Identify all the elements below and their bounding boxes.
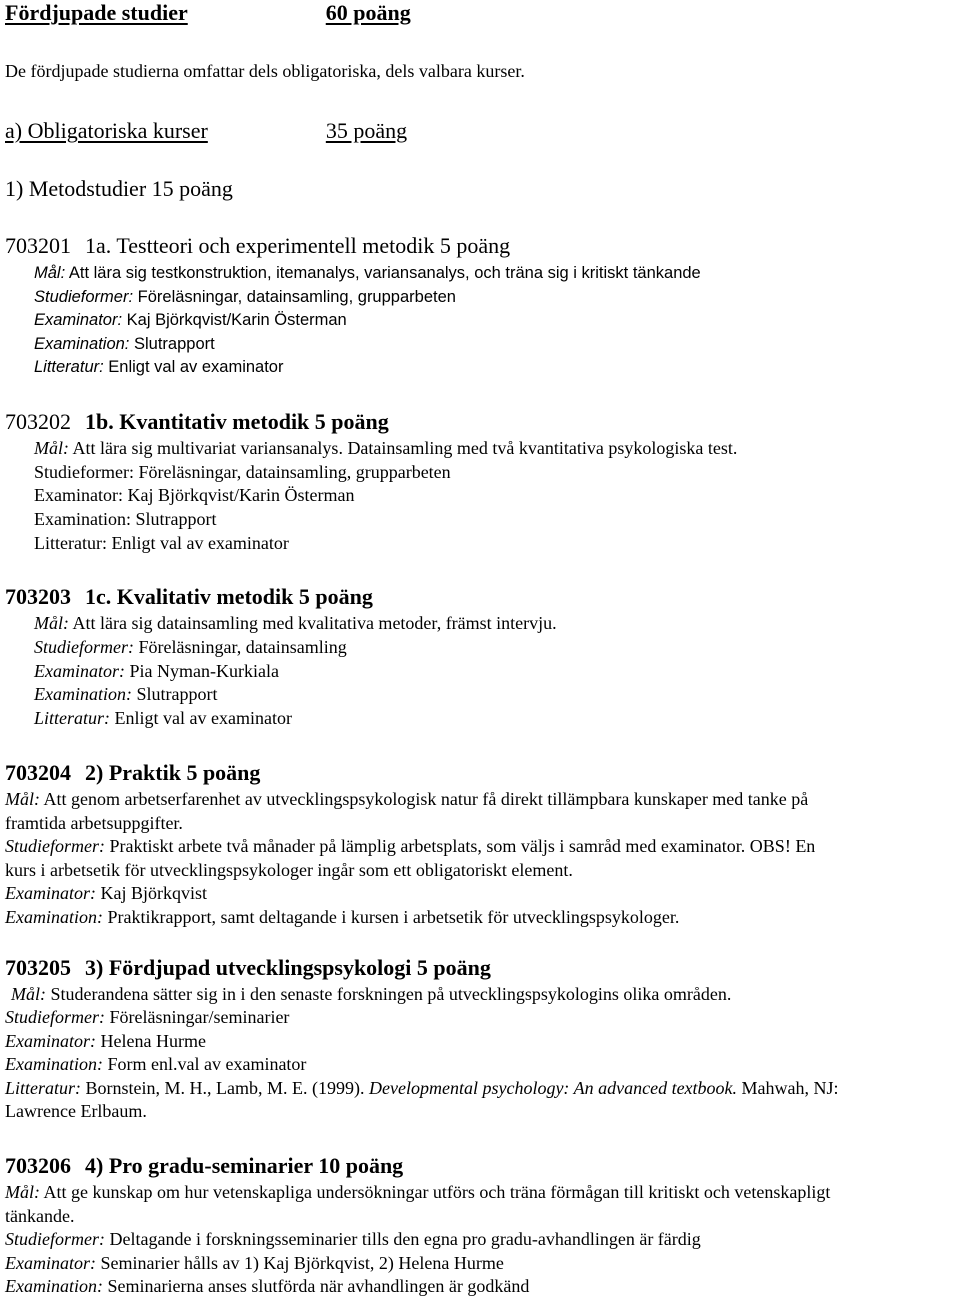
- course-goal: Mål: Att lära sig multivariat variansanalys. Datainsamling med två kvantitativa psykologiska test.: [34, 438, 738, 458]
- course-study-forms: Studieformer: Föreläsningar, datainsamling, grupparbeten: [34, 288, 456, 306]
- course-heading: [5, 1153, 403, 1179]
- course-title: 4) Pro gradu-seminarier 10 poäng: [85, 1153, 404, 1178]
- intro-text: De fördjupade studierna omfattar dels obligatoriska, dels valbara kurser.: [5, 61, 525, 81]
- method-studies-heading: 1) Metodstudier 15 poäng: [5, 176, 233, 201]
- course-examination: Examination: Praktikrapport, samt deltagande i kursen i arbetsetik för utvecklingspsykologer.: [5, 907, 680, 927]
- course-examiner: Examinator: Helena Hurme: [5, 1031, 206, 1051]
- course-title: 2) Praktik 5 poäng: [85, 760, 261, 785]
- heading-title: Fördjupade studier 60 poäng: [5, 0, 411, 25]
- course-examination: Examination: Slutrapport: [34, 335, 215, 353]
- course-examiner: Examinator: Kaj Björkqvist/Karin Österman: [34, 485, 355, 505]
- obligatory-heading: a) Obligatoriska kurser 35 poäng: [5, 118, 408, 143]
- course-examination: Examination: Slutrapport: [34, 509, 217, 529]
- course-examiner: Examinator: Seminarier hålls av 1) Kaj Björkqvist, 2) Helena Hurme: [5, 1253, 504, 1273]
- course-examination: Examination: Form enl.val av examinator: [5, 1054, 307, 1074]
- course-goal-cont: tänkande.: [5, 1206, 75, 1226]
- course-goal-cont: framtida arbetsuppgifter.: [5, 813, 183, 833]
- course-study-forms: Studieformer: Föreläsningar, datainsamling: [34, 637, 347, 657]
- course-study-forms: Studieformer: Praktiskt arbete två månader på lämplig arbetsplats, som väljs i samråd med examinator. OBS! En: [5, 836, 816, 856]
- course-examiner: Examinator: Kaj Björkqvist: [5, 883, 207, 903]
- course-goal: Mål: Studerandena sätter sig in i den senaste forskningen på utvecklingspsykologins olika områden.: [11, 984, 732, 1004]
- course-code: 703202: [5, 409, 71, 434]
- course-code: 703204: [5, 760, 71, 785]
- course-heading: [5, 409, 389, 435]
- section-heading: [5, 0, 411, 26]
- course-study-forms: Studieformer: Föreläsningar/seminarier: [5, 1007, 290, 1027]
- course-code: 703206: [5, 1153, 71, 1178]
- course-title: 3) Fördjupad utvecklingspsykologi 5 poäng: [85, 955, 491, 980]
- course-heading: [5, 760, 260, 786]
- course-goal: Mål: Att genom arbetserfarenhet av utvecklingspsykologisk natur få direkt tillämpbara kunskaper med tanke på: [5, 789, 809, 809]
- course-goal: Mål: Att ge kunskap om hur vetenskapliga undersökningar utförs och träna förmågan till kritiskt och vetenskapligt: [5, 1182, 831, 1202]
- course-literature-cont: Lawrence Erlbaum.: [5, 1101, 147, 1121]
- course-study-forms: Studieformer: Föreläsningar, datainsamling, grupparbeten: [34, 462, 451, 482]
- literature-book-title: Developmental psychology: An advanced textbook.: [369, 1078, 738, 1098]
- course-title: 1b. Kvantitativ metodik 5 poäng: [85, 409, 389, 434]
- course-heading: [5, 584, 373, 610]
- course-literature: Litteratur: Enligt val av examinator: [34, 533, 289, 553]
- course-heading: [5, 955, 491, 981]
- course-code: 703201: [5, 233, 71, 258]
- course-code: 703205: [5, 955, 71, 980]
- course-examiner: Examinator: Pia Nyman-Kurkiala: [34, 661, 279, 681]
- course-literature: Litteratur: Enligt val av examinator: [34, 358, 284, 376]
- course-examination: Examination: Slutrapport: [34, 684, 218, 704]
- course-literature: Litteratur: Bornstein, M. H., Lamb, M. E. (1999). Developmental psychology: An advanced textbook. Mahwah, NJ:: [5, 1078, 839, 1098]
- course-study-forms: Studieformer: Deltagande i forskningsseminarier tills den egna pro gradu-avhandlingen är färdig: [5, 1229, 701, 1249]
- course-heading: [5, 233, 510, 259]
- course-title: 1c. Kvalitativ metodik 5 poäng: [85, 584, 373, 609]
- course-title: 1a. Testteori och experimentell metodik 5 poäng: [85, 233, 511, 258]
- course-goal: Mål: Att lära sig testkonstruktion, itemanalys, variansanalys, och träna sig i kritiskt tänkande: [34, 264, 701, 282]
- course-code: 703203: [5, 584, 71, 609]
- course-study-forms-cont: kurs i arbetsetik för utvecklingspsykologer ingår som ett obligatoriskt element.: [5, 860, 573, 880]
- course-examination: Examination: Seminarierna anses slutförda när avhandlingen är godkänd: [5, 1276, 530, 1296]
- course-goal: Mål: Att lära sig datainsamling med kvalitativa metoder, främst intervju.: [34, 613, 557, 633]
- course-literature: Litteratur: Enligt val av examinator: [34, 708, 292, 728]
- course-examiner: Examinator: Kaj Björkqvist/Karin Österman: [34, 311, 347, 329]
